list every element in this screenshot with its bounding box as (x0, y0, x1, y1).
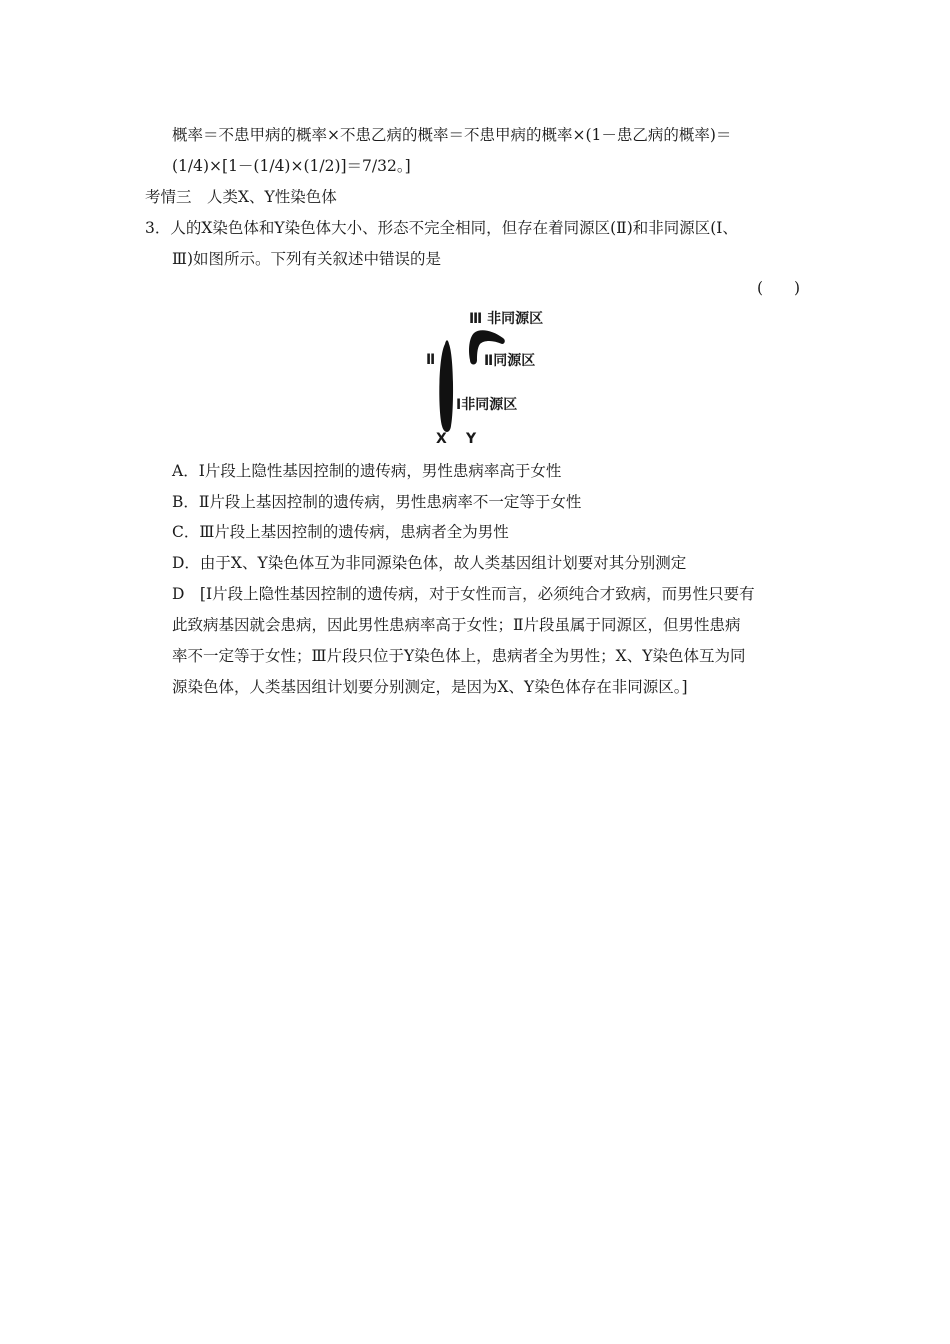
answer-line-4: 源染色体，人类基因组计划要分别测定，是因为X、Y染色体存在非同源区。] (172, 678, 688, 696)
answer-line-1: D [Ⅰ片段上隐性基因控制的遗传病，对于女性而言，必须纯合才致病，而男性只要有 (172, 585, 755, 603)
answer-line-3: 率不一定等于女性；Ⅲ片段只位于Y染色体上，患病者全为男性；X、Y染色体互为同 (172, 647, 746, 665)
chromosome-figure (420, 302, 580, 450)
prev-answer-line-2: (1/4)×[1－(1/4)×(1/2)]＝7/32。] (172, 157, 411, 175)
label-x: X (436, 431, 447, 447)
option-d: D．由于X、Y染色体互为非同源染色体，故人类基因组计划要对其分别测定 (172, 554, 687, 572)
answer-line-2: 此致病基因就会患病，因此男性患病率高于女性；Ⅱ片段虽属于同源区，但男性患病 (172, 616, 741, 634)
question-stem-line-1: 3．人的X染色体和Y染色体大小、形态不完全相同，但存在着同源区(Ⅱ)和非同源区(Ⅰ、 (145, 219, 738, 237)
label-y-region-2: Ⅱ同源区 (484, 353, 536, 369)
label-region-3: Ⅲ 非同源区 (469, 311, 544, 327)
answer-blank: ( ) (757, 279, 801, 297)
prev-answer-line-1: 概率＝不患甲病的概率×不患乙病的概率＝不患甲病的概率×(1－患乙病的概率)＝ (172, 126, 732, 144)
question-stem-line-2: Ⅲ)如图所示。下列有关叙述中错误的是 (172, 250, 441, 268)
option-a: A．Ⅰ片段上隐性基因控制的遗传病，男性患病率高于女性 (172, 462, 562, 480)
option-c: C．Ⅲ片段上基因控制的遗传病，患病者全为男性 (172, 523, 509, 541)
option-b: B．Ⅱ片段上基因控制的遗传病，男性患病率不一定等于女性 (172, 493, 582, 511)
label-y: Y (466, 431, 477, 447)
label-region-1: Ⅰ非同源区 (456, 397, 518, 413)
label-x-region-2: Ⅱ (426, 352, 436, 368)
x-chromosome-shape (439, 340, 453, 432)
section-title: 考情三 人类X、Y性染色体 (145, 188, 337, 206)
